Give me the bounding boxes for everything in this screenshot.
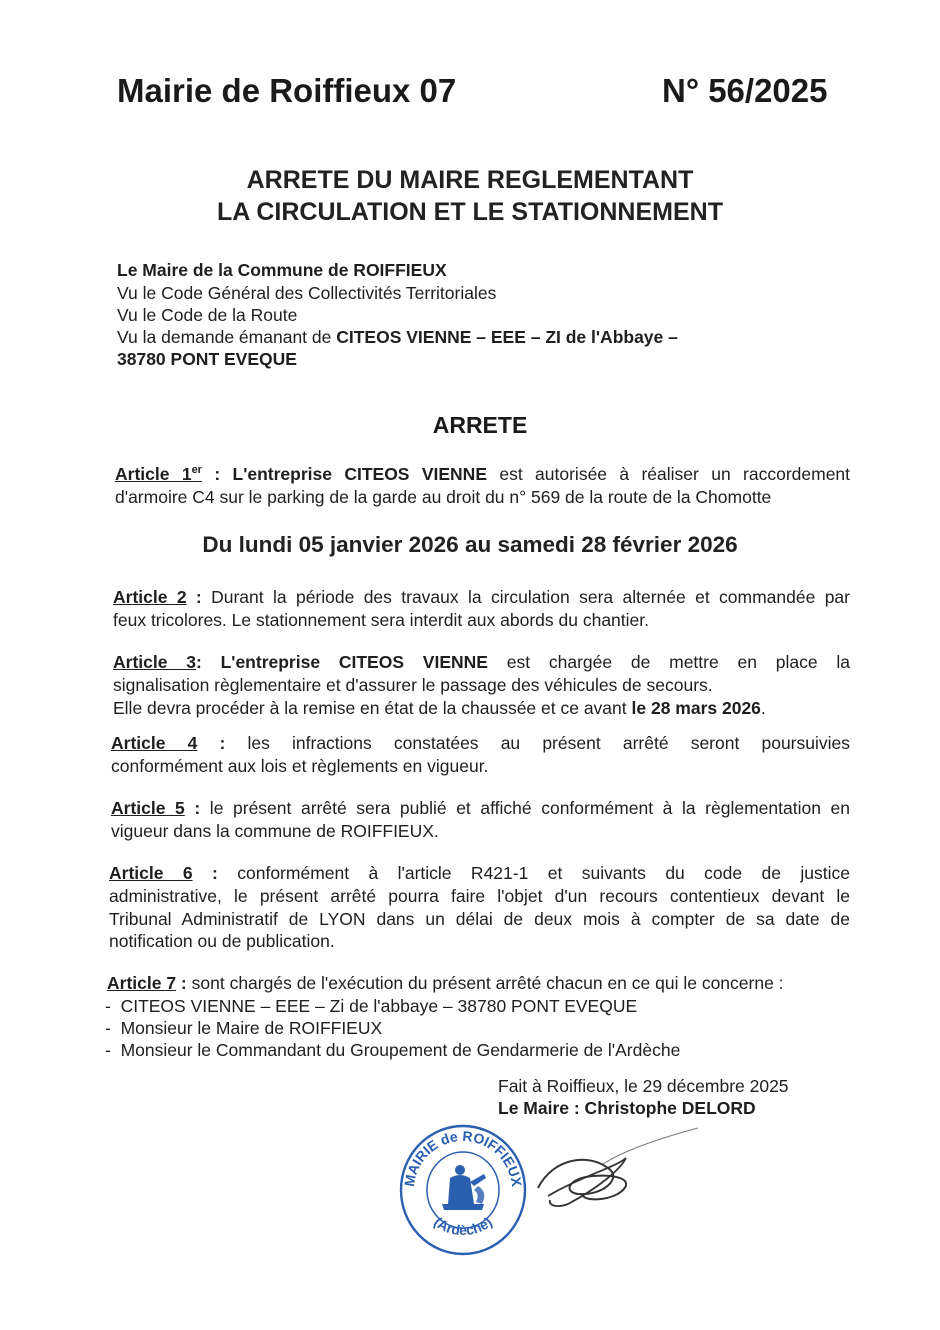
article-2-label: Article 2 bbox=[113, 587, 187, 607]
article-6-line-2: administrative, le présent arrêté pourra faire l'objet d'un recours contentieux devant le bbox=[109, 886, 850, 906]
emblem-icon bbox=[442, 1165, 486, 1210]
stamp-top-text: MAIRIE de ROIFFIEUX bbox=[400, 1127, 525, 1188]
article-5-line-2: vigueur dans la commune de ROIFFIEUX. bbox=[111, 821, 439, 841]
demande-company: CITEOS VIENNE – EEE – ZI de l'Abbaye – bbox=[336, 327, 678, 347]
article-6-line-1: Article 6 : conformément à l'article R421-1 et suivants du code de justice bbox=[109, 863, 850, 883]
article-7-label: Article 7 bbox=[107, 973, 177, 993]
mairie-header: Mairie de Roiffieux 07 bbox=[117, 72, 457, 109]
article-1-label: Article 1er bbox=[115, 464, 202, 484]
article-3-company: L'entreprise CITEOS VIENNE bbox=[201, 652, 488, 672]
period-dates: Du lundi 05 janvier 2026 au samedi 28 février 2026 bbox=[202, 532, 738, 557]
article-5-line-1: Article 5 : le présent arrêté sera publié et affiché conformément à la règlementation en bbox=[111, 798, 851, 818]
preamble-vu-cgct: Vu le Code Général des Collectivités Territoriales bbox=[117, 283, 497, 303]
deadline-date: le 28 mars 2026 bbox=[631, 698, 761, 718]
article-4-line-2: conformément aux lois et règlements en vigueur. bbox=[111, 756, 489, 776]
article-6-line-3: Tribunal Administratif de LYON dans un délai de deux mois à compter de sa date de bbox=[109, 909, 850, 929]
stamp-bottom-text: (Ardèche) bbox=[430, 1213, 496, 1239]
article-2-line-1: Article 2 : Durant la période des travaux la circulation sera alternée et commandée par bbox=[113, 587, 850, 607]
article-1-line-2: d'armoire C4 sur le parking de la garde au droit du n° 569 de la route de la Chomotte bbox=[115, 487, 772, 507]
article-1-company: L'entreprise CITEOS VIENNE bbox=[220, 464, 487, 484]
title-line-1: ARRETE DU MAIRE REGLEMENTANT bbox=[246, 166, 694, 194]
article-1-line-1: Article 1er : L'entreprise CITEOS VIENNE est autorisée à réaliser un raccordement bbox=[115, 464, 851, 484]
arrete-heading: ARRETE bbox=[432, 412, 528, 438]
article-4-label: Article 4 bbox=[111, 733, 198, 753]
list-item: - Monsieur le Maire de ROIFFIEUX bbox=[105, 1018, 383, 1038]
demande-prefix: Vu la demande émanant de bbox=[117, 327, 337, 347]
handwritten-signature bbox=[508, 1118, 708, 1218]
article-3-label: Article 3 bbox=[113, 652, 196, 672]
signer-name: Le Maire : Christophe DELORD bbox=[498, 1098, 756, 1118]
article-3-line-3: Elle devra procéder à la remise en état de la chaussée et ce avant le 28 mars 2026. bbox=[113, 698, 766, 718]
preamble-vu-code-route: Vu le Code de la Route bbox=[117, 305, 298, 325]
article-6-line-4: notification ou de publication. bbox=[109, 931, 335, 951]
article-7-line-1: Article 7 : sont chargés de l'exécution du présent arrêté chacun en ce qui le concerne : bbox=[107, 973, 784, 993]
place-date: Fait à Roiffieux, le 29 décembre 2025 bbox=[498, 1076, 789, 1096]
article-6-label: Article 6 bbox=[109, 863, 193, 883]
article-4-line-1: Article 4 : les infractions constatées au présent arrêté seront poursuivies bbox=[111, 733, 850, 753]
article-3-line-2: signalisation règlementaire et d'assurer le passage des véhicules de secours. bbox=[113, 675, 713, 695]
article-2-line-2: feux tricolores. Le stationnement sera interdit aux abords du chantier. bbox=[113, 610, 649, 630]
arrete-number: N° 56/2025 bbox=[662, 72, 828, 109]
preamble-address: 38780 PONT EVEQUE bbox=[117, 349, 297, 369]
article-5-label: Article 5 bbox=[111, 798, 185, 818]
list-item: - Monsieur le Commandant du Groupement de Gendarmerie de l'Ardèche bbox=[105, 1040, 681, 1060]
preamble-vu-demande bbox=[117, 326, 678, 349]
list-item: - CITEOS VIENNE – EEE – Zi de l'abbaye – 38780 PONT EVEQUE bbox=[105, 996, 638, 1016]
preamble-maire: Le Maire de la Commune de ROIFFIEUX bbox=[117, 260, 447, 280]
article-3-line-1: Article 3: L'entreprise CITEOS VIENNE est chargée de mettre en place la bbox=[113, 652, 850, 672]
title-line-2: LA CIRCULATION ET LE STATIONNEMENT bbox=[217, 198, 723, 226]
